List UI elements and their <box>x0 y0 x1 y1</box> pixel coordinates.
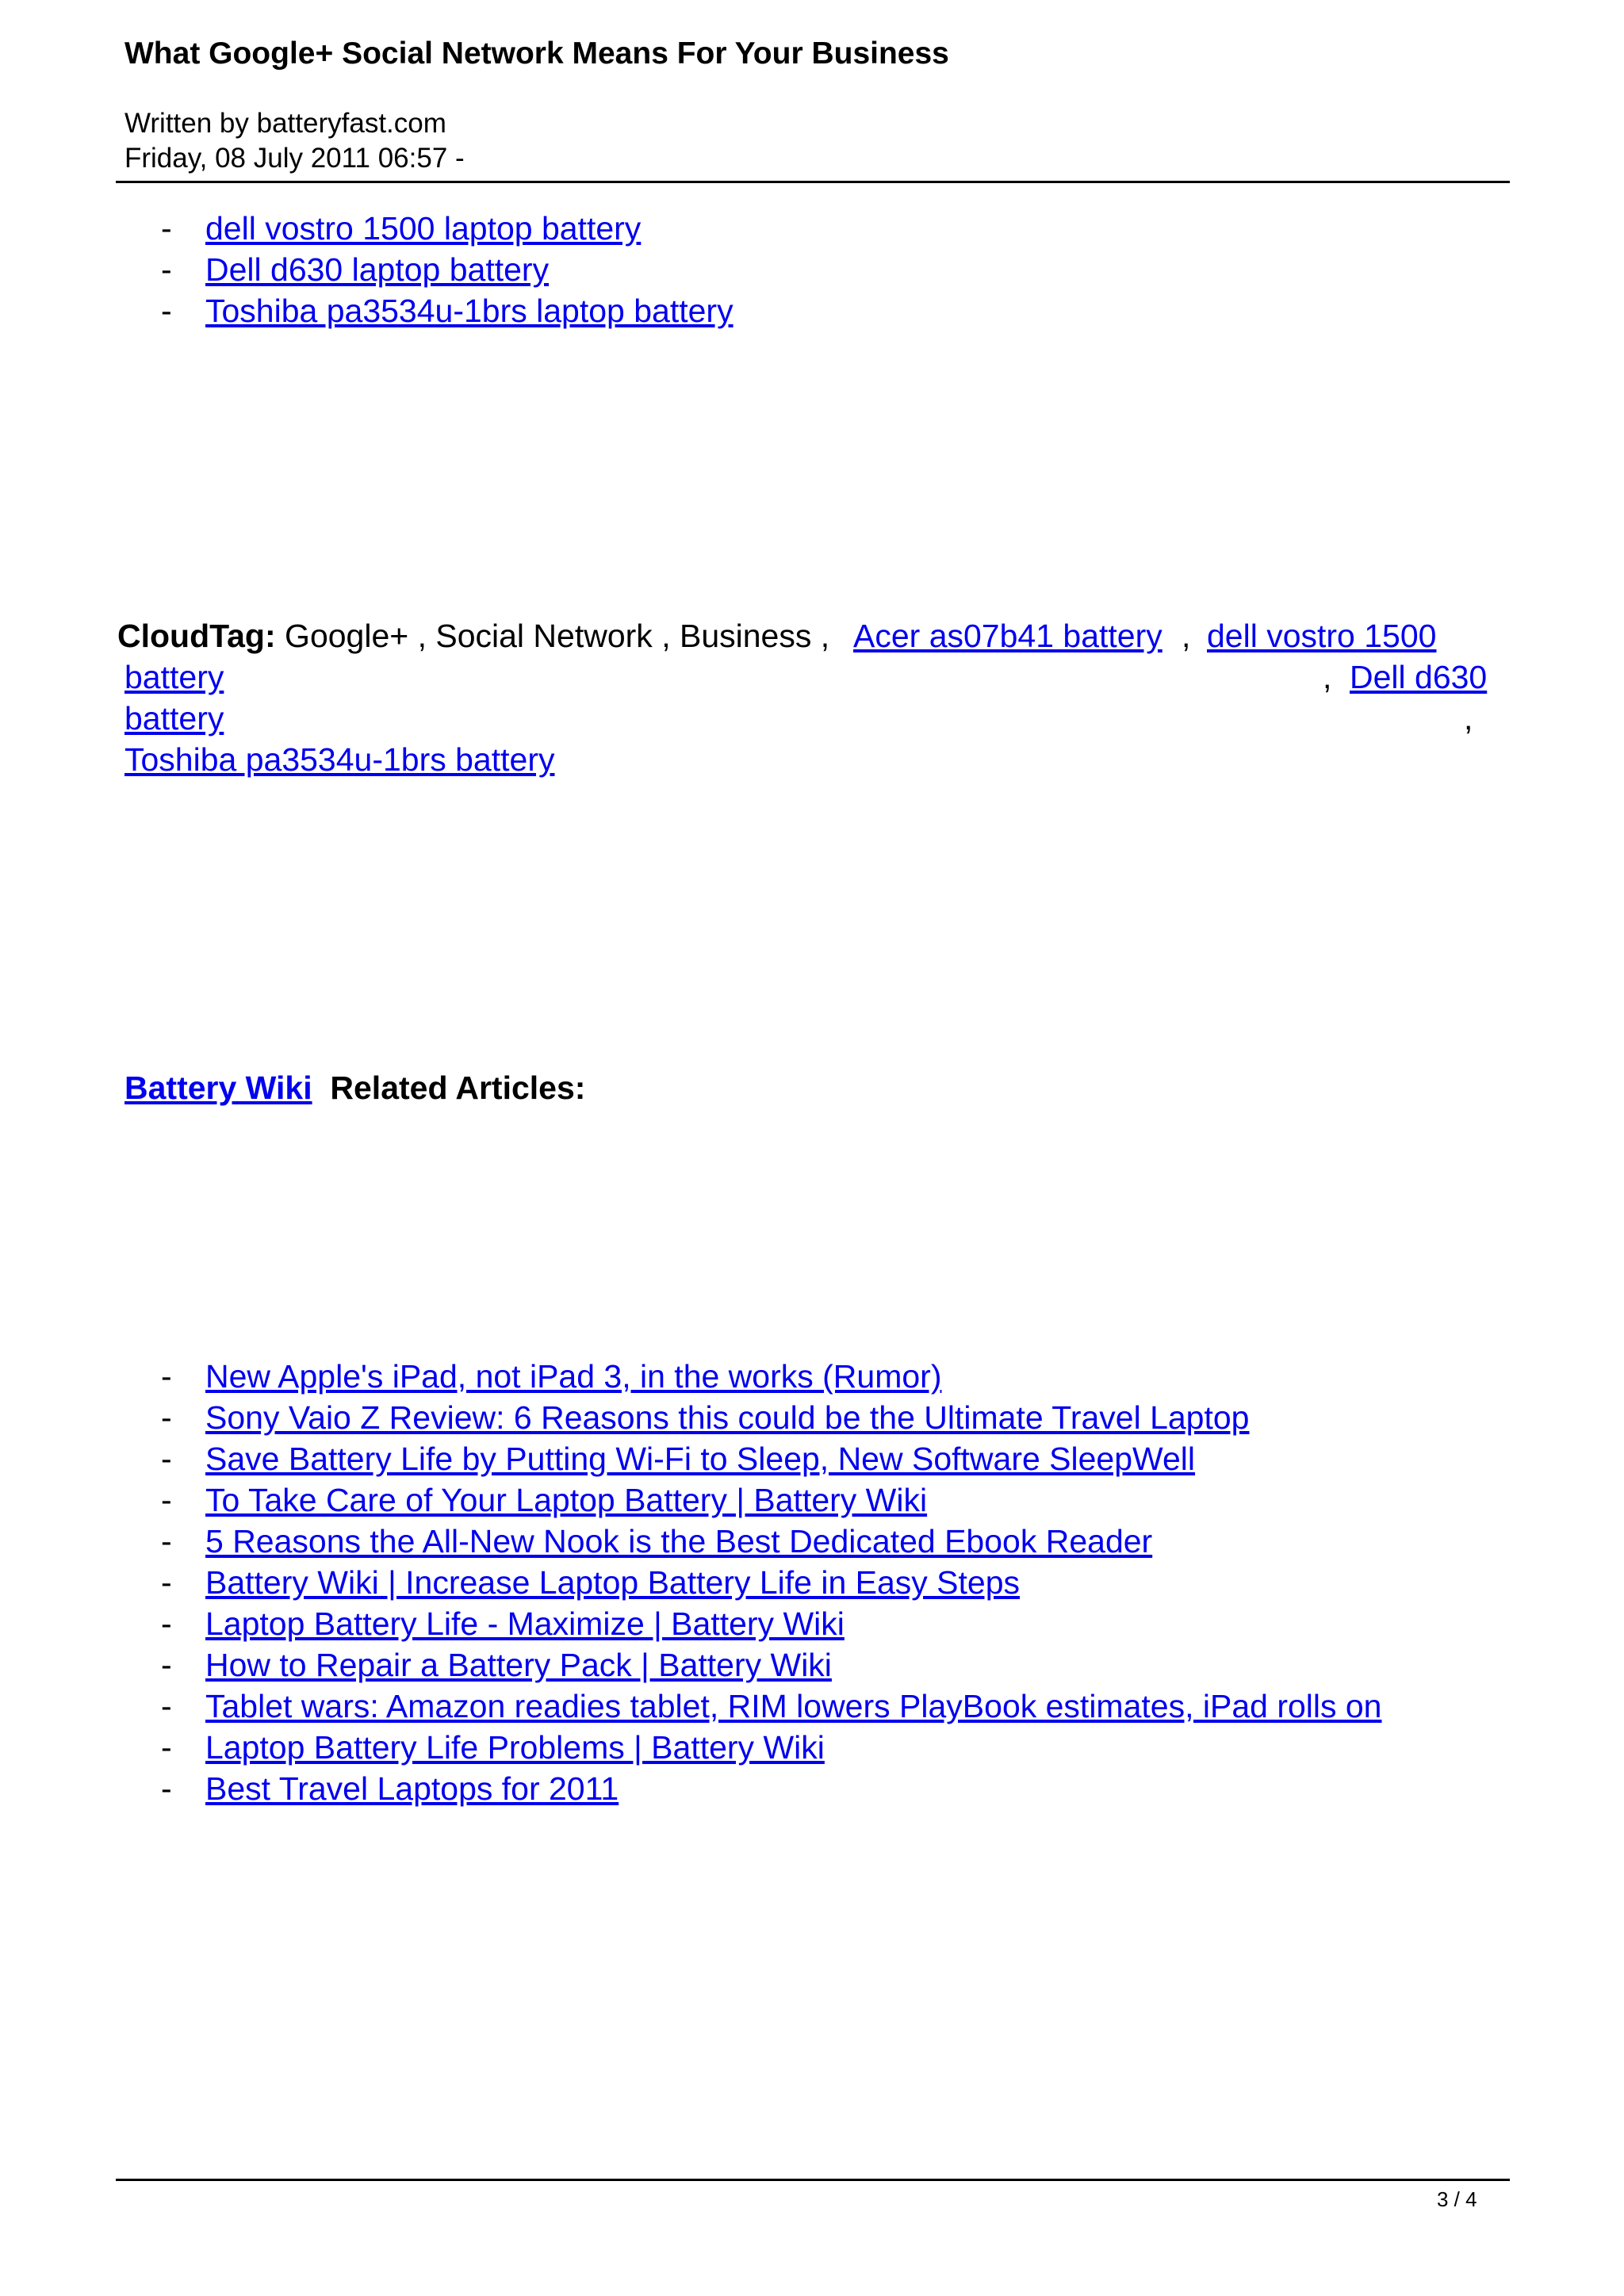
list-bullet: - <box>161 1647 172 1683</box>
list-item <box>161 1397 1249 1438</box>
battery-link[interactable]: dell vostro 1500 laptop battery <box>205 210 642 247</box>
battery-link[interactable]: Dell d630 laptop battery <box>205 251 550 288</box>
list-bullet: - <box>161 251 172 288</box>
list-item <box>161 249 549 290</box>
header-divider <box>116 181 1510 183</box>
related-articles-heading <box>124 1067 585 1108</box>
list-item <box>161 290 733 331</box>
list-bullet: - <box>161 1358 172 1395</box>
cloudtag-separator: , <box>1464 700 1473 737</box>
list-item <box>161 1644 832 1686</box>
cloudtag-separator: , <box>1323 659 1332 695</box>
related-articles-label: Related Articles: <box>330 1070 586 1106</box>
author-line: Written by batteryfast.com <box>124 108 446 139</box>
cloudtag-link[interactable]: Dell d630 <box>1350 659 1488 695</box>
list-bullet: - <box>161 1482 172 1518</box>
list-item <box>161 1521 1152 1562</box>
list-bullet: - <box>161 1729 172 1766</box>
list-bullet: - <box>161 1688 172 1724</box>
article-link[interactable]: New Apple's iPad, not iPad 3, in the works (Rumor) <box>205 1358 942 1395</box>
cloudtag-line <box>117 615 829 656</box>
list-item <box>161 208 641 249</box>
cloudtag-link[interactable]: dell vostro 1500 <box>1207 618 1437 654</box>
battery-wiki-link[interactable]: Battery Wiki <box>124 1070 312 1106</box>
cloudtag-label: CloudTag: <box>117 618 276 654</box>
list-item <box>161 1603 845 1644</box>
article-link[interactable]: 5 Reasons the All-New Nook is the Best Dedicated Ebook Reader <box>205 1523 1153 1559</box>
article-link[interactable]: Tablet wars: Amazon readies tablet, RIM lowers PlayBook estimates, iPad rolls on <box>205 1688 1382 1724</box>
list-item <box>161 1479 927 1521</box>
list-bullet: - <box>161 1523 172 1559</box>
article-link[interactable]: How to Repair a Battery Pack | Battery Wiki <box>205 1647 832 1683</box>
list-item <box>161 1686 1382 1727</box>
article-link[interactable]: Laptop Battery Life Problems | Battery Wiki <box>205 1729 825 1766</box>
list-item <box>161 1562 1020 1603</box>
cloudtag-link[interactable]: battery <box>124 659 224 695</box>
cloudtag-link[interactable]: Acer as07b41 battery <box>853 618 1162 654</box>
list-item <box>161 1727 825 1768</box>
list-item <box>161 1438 1195 1479</box>
list-bullet: - <box>161 210 172 247</box>
article-link[interactable]: Best Travel Laptops for 2011 <box>205 1770 619 1807</box>
article-link[interactable]: To Take Care of Your Laptop Battery | Battery Wiki <box>205 1482 928 1518</box>
cloudtag-plain-tags: Google+ , Social Network , Business , <box>285 618 830 654</box>
document-title: What Google+ Social Network Means For Your Business <box>124 36 949 71</box>
list-bullet: - <box>161 1399 172 1436</box>
article-link[interactable]: Save Battery Life by Putting Wi-Fi to Sleep, New Software SleepWell <box>205 1441 1196 1477</box>
article-link[interactable]: Laptop Battery Life - Maximize | Battery Wiki <box>205 1605 845 1642</box>
footer-divider <box>116 2179 1510 2181</box>
article-link[interactable]: Battery Wiki | Increase Laptop Battery Life in Easy Steps <box>205 1564 1021 1601</box>
cloudtag-link[interactable]: Toshiba pa3534u-1brs battery <box>124 741 555 778</box>
date-line: Friday, 08 July 2011 06:57 - <box>124 143 465 174</box>
list-bullet: - <box>161 293 172 329</box>
list-bullet: - <box>161 1770 172 1807</box>
article-link[interactable]: Sony Vaio Z Review: 6 Reasons this could be the Ultimate Travel Laptop <box>205 1399 1250 1436</box>
list-item <box>161 1356 941 1397</box>
list-bullet: - <box>161 1564 172 1601</box>
list-bullet: - <box>161 1605 172 1642</box>
list-item <box>161 1768 619 1809</box>
cloudtag-link[interactable]: battery <box>124 700 224 737</box>
battery-link[interactable]: Toshiba pa3534u-1brs laptop battery <box>205 293 733 329</box>
page-number: 3 / 4 <box>1437 2187 1477 2211</box>
list-bullet: - <box>161 1441 172 1477</box>
cloudtag-separator: , <box>1182 618 1191 654</box>
